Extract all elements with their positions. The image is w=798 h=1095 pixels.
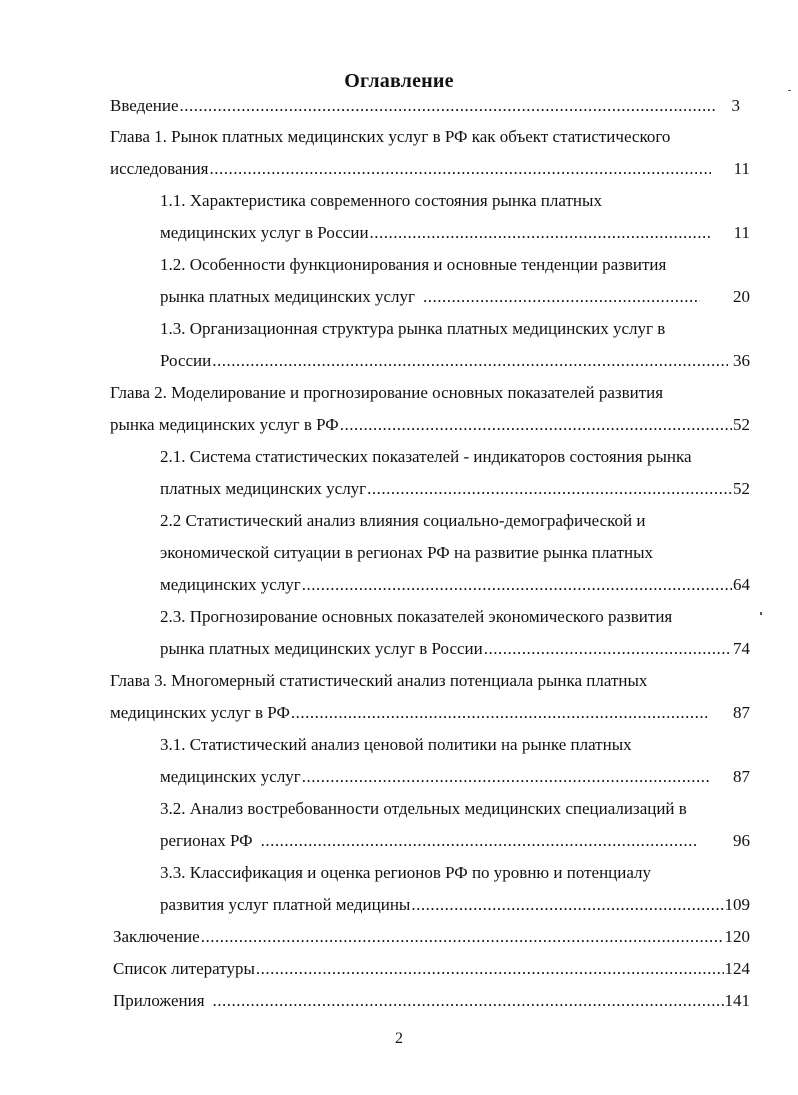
toc-entry-references[interactable] <box>113 959 750 979</box>
toc-entry-text: Заключение <box>113 927 200 946</box>
toc-entry-page: 20 <box>733 287 750 306</box>
toc-section-2-3-line1[interactable]: 2.3. Прогнозирование основных показателей экономического развития <box>160 607 673 626</box>
toc-entry-page: 87 <box>733 703 750 722</box>
toc-leader-dots <box>411 895 723 915</box>
toc-leader-dots <box>302 575 732 595</box>
scan-speck <box>788 90 791 91</box>
toc-entry-text: России <box>160 351 212 370</box>
toc-section-2-2-line1[interactable]: 2.2 Статистический анализ влияния социально-демографической и <box>160 511 646 530</box>
toc-entry-page: 3 <box>731 96 740 115</box>
toc-section-1-1-line1[interactable]: 1.1. Характеристика современного состояния рынка платных <box>160 191 602 210</box>
toc-entry-page: 36 <box>733 351 750 370</box>
toc-entry-page: 109 <box>724 895 750 914</box>
toc-leader-dots <box>484 639 732 659</box>
toc-leader-dots <box>291 703 710 723</box>
toc-entry-conclusion[interactable] <box>113 927 750 947</box>
toc-leader-dots <box>423 287 700 307</box>
toc-entry-text: медицинских услуг <box>160 575 301 594</box>
toc-entry-page: 96 <box>733 831 750 850</box>
toc-entry-text: медицинских услуг <box>160 767 301 786</box>
toc-leader-dots <box>370 223 711 243</box>
toc-leader-dots <box>261 831 698 851</box>
toc-chapter-3-line1[interactable]: Глава 3. Многомерный статистический анализ потенциала рынка платных <box>110 671 648 690</box>
toc-entry-page: 11 <box>733 223 750 242</box>
toc-entry-text: Список литературы <box>113 959 255 978</box>
toc-chapter-2-line1[interactable]: Глава 2. Моделирование и прогнозирование основных показателей развития <box>110 383 664 402</box>
toc-entry-page: 120 <box>724 927 750 946</box>
toc-section-1-2[interactable] <box>160 287 750 307</box>
page-title: Оглавление <box>344 70 454 92</box>
toc-section-3-2-line1[interactable]: 3.2. Анализ востребованности отдельных медицинских специализаций в <box>160 799 687 818</box>
toc-entry-text: исследования <box>110 159 209 178</box>
toc-chapter-3[interactable] <box>110 703 750 723</box>
toc-section-2-3[interactable] <box>160 639 750 659</box>
toc-leader-dots <box>302 767 710 787</box>
toc-entry-text: рынка платных медицинских услуг <box>160 287 415 306</box>
toc-section-3-1-line1[interactable]: 3.1. Статистический анализ ценовой политики на рынке платных <box>160 735 632 754</box>
toc-entry-text: медицинских услуг в России <box>160 223 369 242</box>
toc-section-3-3-line1[interactable]: 3.3. Классификация и оценка регионов РФ по уровню и потенциалу <box>160 863 652 882</box>
toc-section-3-2[interactable] <box>160 831 750 851</box>
toc-entry-text: медицинских услуг в РФ <box>110 703 290 722</box>
toc-entry-text: рынка медицинских услуг в РФ <box>110 415 339 434</box>
toc-entry-text: Приложения <box>113 991 205 1010</box>
toc-section-2-1-line1[interactable]: 2.1. Система статистических показателей - индикаторов состояния рынка <box>160 447 692 466</box>
toc-leader-dots <box>212 351 728 371</box>
toc-entry-page: 64 <box>733 575 750 594</box>
scan-speck <box>760 612 762 615</box>
toc-leader-dots <box>256 959 724 979</box>
toc-entry-page: 141 <box>724 991 750 1010</box>
toc-leader-dots <box>213 991 724 1011</box>
toc-entry-text: рынка платных медицинских услуг в России <box>160 639 483 658</box>
toc-section-1-2-line1[interactable]: 1.2. Особенности функционирования и основные тенденции развития <box>160 255 667 274</box>
toc-chapter-2[interactable] <box>110 415 750 435</box>
toc-entry-text: развития услуг платной медицины <box>160 895 411 914</box>
toc-section-2-2-line2[interactable]: экономической ситуации в регионах РФ на развитие рынка платных <box>160 543 654 562</box>
toc-entry-page: 124 <box>724 959 750 978</box>
toc-entry-intro[interactable] <box>110 96 740 116</box>
toc-entry-text: регионах РФ <box>160 831 253 850</box>
toc-leader-dots <box>210 159 711 179</box>
toc-section-3-1[interactable] <box>160 767 750 787</box>
toc-chapter-1-line1[interactable]: Глава 1. Рынок платных медицинских услуг в РФ как объект статистического <box>110 127 671 146</box>
toc-entry-page: 52 <box>733 479 750 498</box>
toc-entry-appendices[interactable] <box>113 991 750 1011</box>
toc-leader-dots <box>201 927 724 947</box>
toc-entry-page: 52 <box>733 415 750 434</box>
toc-entry-page: 87 <box>733 767 750 786</box>
toc-entry-text: платных медицинских услуг <box>160 479 367 498</box>
toc-entry-text: Введение <box>110 96 179 115</box>
toc-entry-page: 74 <box>733 639 750 658</box>
toc-entry-page: 11 <box>733 159 750 178</box>
toc-section-1-1[interactable] <box>160 223 750 243</box>
toc-chapter-1[interactable] <box>110 159 750 179</box>
toc-leader-dots <box>340 415 732 435</box>
toc-section-1-3-line1[interactable]: 1.3. Организационная структура рынка платных медицинских услуг в <box>160 319 666 338</box>
page-number: 2 <box>395 1030 403 1047</box>
toc-section-3-3[interactable] <box>160 895 750 915</box>
toc-leader-dots <box>367 479 732 499</box>
toc-section-1-3[interactable] <box>160 351 750 371</box>
toc-section-2-1[interactable] <box>160 479 750 499</box>
toc-section-2-2[interactable] <box>160 575 750 595</box>
toc-leader-dots <box>180 96 717 116</box>
